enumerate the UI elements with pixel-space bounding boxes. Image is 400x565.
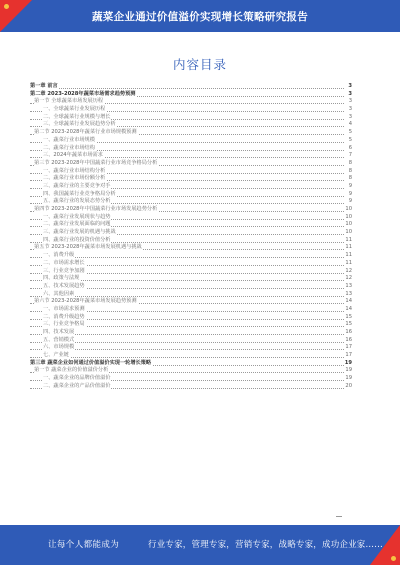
toc-entry[interactable] bbox=[30, 275, 352, 283]
toc-entry[interactable] bbox=[30, 298, 352, 306]
toc-entry-title: 六、其他因素 bbox=[43, 290, 75, 297]
toc-entry-page: 8 bbox=[348, 175, 352, 182]
toc-entry-title: 第三节 2023-2028年中国蔬菜行业市场竞争格局分析 bbox=[34, 159, 158, 166]
toc-entry-page: 11 bbox=[345, 259, 352, 266]
toc-entry-page: 19 bbox=[344, 359, 352, 366]
toc-entry-title: 一、蔬菜企业的品牌价值溢价 bbox=[43, 375, 111, 382]
toc-leader-dots bbox=[30, 296, 344, 297]
toc-entry-title: 二、蔬菜行业发展面临的问题 bbox=[43, 221, 111, 228]
toc-leader-dots bbox=[30, 88, 344, 89]
footer-slogan-right: 行业专家，管理专家，营销专家，战略专家，成功企业家...... bbox=[148, 540, 383, 550]
footer-slogan-left: 让每个人都能成为 bbox=[48, 540, 120, 550]
toc-entry-title: 第二节 2023-2028年蔬菜行业市场规模预测 bbox=[34, 129, 137, 136]
toc-entry-page: 10 bbox=[345, 206, 352, 212]
report-title: 蔬菜企业通过价值溢价实现增长策略研究报告 bbox=[92, 11, 308, 23]
toc-entry-page: 13 bbox=[345, 290, 352, 297]
toc-entry-title: 三、2024年蔬菜市场需求 bbox=[43, 152, 103, 159]
toc-entry[interactable] bbox=[30, 175, 352, 183]
toc-entry-page: 5 bbox=[348, 129, 352, 136]
toc-entry-title: 第二章 2023-2028年蔬菜市场需求趋势预测 bbox=[30, 90, 136, 97]
toc-entry[interactable] bbox=[30, 129, 352, 137]
toc-entry-title: 二、消费升级趋势 bbox=[43, 313, 85, 320]
toc-entry[interactable] bbox=[30, 106, 352, 114]
toc-entry-title: 四、政策与法规 bbox=[43, 275, 80, 282]
toc-entry-title: 三、行业竞争加剧 bbox=[43, 267, 85, 274]
toc-entry-title: 一、蔬菜行业市场结构分析 bbox=[43, 167, 106, 174]
toc-entry-title: 七、产业链 bbox=[43, 352, 69, 359]
toc-entry-title: 六、市场规模 bbox=[43, 344, 75, 351]
toc-leader-dots bbox=[30, 349, 344, 350]
toc-entry[interactable] bbox=[30, 183, 352, 191]
toc-entry-title: 第一节 全球蔬菜市场发展历程 bbox=[34, 98, 104, 105]
toc-entry-title: 三、蔬菜行业发展的机遇与挑战 bbox=[43, 229, 116, 236]
toc-entry-title: 第五节 2023-2028年蔬菜市场发展机遇与挑战 bbox=[34, 244, 142, 251]
toc-entry[interactable] bbox=[30, 121, 352, 129]
toc-entry-page: 5 bbox=[348, 136, 352, 143]
toc-entry-page: 15 bbox=[345, 321, 352, 328]
toc-entry-title: 二、蔬菜行业市场结构 bbox=[43, 144, 95, 151]
toc-entry[interactable] bbox=[30, 375, 352, 383]
toc-entry[interactable] bbox=[30, 252, 352, 260]
toc-entry-page: 14 bbox=[345, 305, 352, 312]
toc-entry[interactable] bbox=[30, 260, 352, 268]
toc-heading: 内容目录 bbox=[172, 57, 227, 72]
toc-entry[interactable] bbox=[30, 337, 352, 345]
toc-entry[interactable] bbox=[30, 283, 352, 291]
toc-leader-dots bbox=[30, 257, 344, 258]
toc-entry-title: 二、市场需求增长 bbox=[43, 259, 85, 266]
toc-leader-dots bbox=[30, 342, 344, 343]
toc-entry-page: 16 bbox=[345, 336, 352, 343]
toc-entry-page: 16 bbox=[345, 329, 352, 335]
toc-entry[interactable] bbox=[30, 383, 352, 391]
toc-entry-title: 二、全球蔬菜行业规模与增长 bbox=[43, 113, 111, 120]
toc-entry[interactable] bbox=[30, 329, 352, 337]
toc-entry-page: 19 bbox=[345, 375, 352, 382]
toc-entry[interactable] bbox=[30, 83, 352, 91]
toc-entry-page: 9 bbox=[348, 182, 352, 189]
toc-entry-title: 三、行业竞争格局 bbox=[43, 321, 85, 328]
toc-entry-title: 四、蔬菜行业的投资价值分析 bbox=[43, 236, 111, 243]
toc-entry-page: 15 bbox=[345, 313, 352, 320]
toc-entry[interactable] bbox=[30, 244, 352, 252]
toc-entry[interactable] bbox=[30, 367, 352, 375]
toc-entry-title: 四、技术发展 bbox=[43, 329, 75, 335]
toc-entry-title: 第三章 蔬菜企业如何通过价值溢价实现一轮增长策略 bbox=[30, 359, 152, 366]
toc-leader-dots bbox=[30, 357, 344, 358]
toc-entry-title: 一、市场需求预测 bbox=[43, 305, 85, 312]
toc-entry-page: 17 bbox=[345, 352, 352, 359]
table-of-contents bbox=[30, 83, 352, 391]
toc-entry-page: 3 bbox=[348, 90, 352, 97]
toc-entry-title: 三、蔬菜行业的主要竞争对手 bbox=[43, 182, 111, 189]
toc-entry-title: 一、消费升级 bbox=[43, 252, 75, 259]
toc-entry-title: 三、全球蔬菜行业发展趋势分析 bbox=[43, 121, 116, 128]
toc-entry-page: 10 bbox=[345, 213, 352, 220]
footer-corner-dot bbox=[391, 556, 396, 561]
toc-entry-page: 8 bbox=[348, 159, 352, 166]
toc-entry[interactable] bbox=[30, 352, 352, 360]
toc-entry-title: 四、我国蔬菜行业竞争格局分析 bbox=[43, 190, 116, 197]
toc-entry[interactable] bbox=[30, 306, 352, 314]
toc-entry-page: 7 bbox=[348, 152, 352, 159]
toc-entry-page: 9 bbox=[348, 190, 352, 197]
toc-entry-page: 9 bbox=[348, 198, 352, 205]
page-marker bbox=[336, 516, 342, 517]
toc-entry-page: 4 bbox=[348, 121, 352, 128]
toc-entry-page: 10 bbox=[345, 221, 352, 228]
toc-entry-title: 第一章 前言 bbox=[30, 83, 58, 89]
page-header-banner bbox=[0, 0, 400, 32]
toc-entry-page: 12 bbox=[345, 267, 352, 274]
toc-entry[interactable] bbox=[30, 344, 352, 352]
toc-entry-page: 8 bbox=[348, 167, 352, 174]
toc-entry[interactable] bbox=[30, 206, 352, 214]
toc-entry-title: 二、蔬菜企业的产品价值溢价 bbox=[43, 382, 111, 389]
toc-entry[interactable] bbox=[30, 160, 352, 168]
toc-entry-page: 14 bbox=[345, 298, 352, 305]
toc-entry-page: 12 bbox=[345, 275, 352, 282]
toc-entry-page: 20 bbox=[345, 382, 352, 389]
toc-entry-page: 11 bbox=[345, 236, 352, 243]
toc-entry-page: 3 bbox=[348, 98, 352, 105]
toc-entry-page: 13 bbox=[345, 282, 352, 289]
toc-entry-title: 一、蔬菜行业市场规模 bbox=[43, 136, 95, 143]
page-footer-banner bbox=[0, 525, 400, 565]
toc-entry-title: 五、蔬菜行业的发展态势分析 bbox=[43, 198, 111, 205]
toc-entry-title: 一、蔬菜行业发展现状与趋势 bbox=[43, 213, 111, 220]
toc-entry-title: 第四节 2023-2028年中国蔬菜行业市场发展趋势分析 bbox=[34, 206, 158, 212]
toc-entry-page: 3 bbox=[348, 106, 352, 113]
toc-entry-title: 五、技术发展趋势 bbox=[43, 282, 85, 289]
toc-entry-page: 6 bbox=[348, 144, 352, 151]
toc-entry-title: 第六节 2023-2028年蔬菜市场发展趋势预测 bbox=[34, 298, 137, 305]
toc-entry-title: 一、全球蔬菜行业发展历程 bbox=[43, 106, 106, 113]
toc-entry[interactable] bbox=[30, 221, 352, 229]
toc-entry-page: 11 bbox=[345, 252, 352, 259]
toc-entry-page: 19 bbox=[345, 367, 352, 374]
toc-entry-page: 10 bbox=[345, 229, 352, 236]
toc-entry-page: 11 bbox=[345, 244, 352, 251]
toc-entry[interactable] bbox=[30, 229, 352, 237]
toc-leader-dots bbox=[30, 334, 344, 335]
toc-entry[interactable] bbox=[30, 152, 352, 160]
toc-entry-page: 17 bbox=[345, 344, 352, 351]
toc-entry-page: 3 bbox=[348, 113, 352, 120]
toc-entry-title: 第一节 蔬菜企业的价值溢价分析 bbox=[34, 367, 109, 374]
toc-entry[interactable] bbox=[30, 98, 352, 106]
toc-entry-title: 二、蔬菜行业市场份额分析 bbox=[43, 175, 106, 182]
toc-entry[interactable] bbox=[30, 198, 352, 206]
toc-entry-title: 五、营销模式 bbox=[43, 336, 75, 343]
toc-entry-page: 3 bbox=[348, 83, 352, 89]
toc-entry[interactable] bbox=[30, 137, 352, 145]
toc-entry[interactable] bbox=[30, 321, 352, 329]
